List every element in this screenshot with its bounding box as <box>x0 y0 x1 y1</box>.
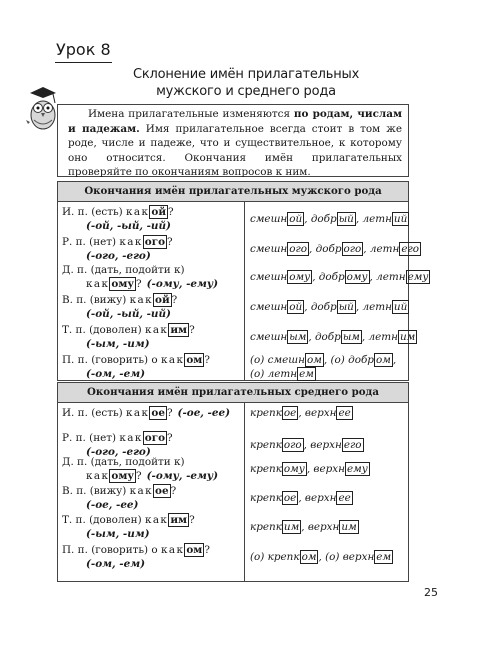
example-stem: крепк <box>250 463 282 475</box>
case-abbr: Т. п. <box>62 324 90 336</box>
example-stem: крепк <box>250 521 282 533</box>
page-title <box>60 66 432 100</box>
example-ending-box: ом <box>301 551 317 563</box>
endings-hint: (-ой, -ый, -ий) <box>86 220 171 232</box>
example-separator: , <box>361 331 369 343</box>
example-separator: , <box>304 213 311 225</box>
question-ending-box: им <box>170 514 188 526</box>
example-ending-box: ым <box>289 331 307 343</box>
question-mark: ? <box>170 485 178 497</box>
example-prefix: (о) <box>250 551 268 563</box>
example-separator: , <box>318 551 326 563</box>
example-stem: смешн <box>267 354 305 366</box>
case-abbr: Т. п. <box>62 514 90 526</box>
example-ending-box: ом <box>375 354 391 366</box>
examples-cell <box>250 300 408 314</box>
endings-hint: (-ого, -его) <box>86 250 151 262</box>
example-ending-box: ее <box>338 492 351 504</box>
example-separator: , <box>312 271 319 283</box>
example-separator: , <box>301 521 308 533</box>
question-ending-box: ого <box>144 432 165 444</box>
question-mark: ? <box>204 544 212 556</box>
neuter-table-header: Окончания имён прилагательных среднего рода <box>58 383 408 403</box>
case-abbr: В. п. <box>62 485 90 497</box>
case-context: (говорить) о <box>91 354 161 366</box>
example-stem: добр <box>310 301 337 313</box>
example-prefix: (о) <box>325 551 343 563</box>
case-line <box>62 431 242 445</box>
lesson-underline <box>55 62 112 63</box>
endings-hint: (-ым, -им) <box>86 338 150 350</box>
question-mark: ? <box>166 407 174 419</box>
example-ending-box: им <box>283 521 300 533</box>
example-ending-box: ее <box>338 407 351 419</box>
case-context: (вижу) <box>89 485 130 497</box>
question-mark: ? <box>167 432 174 444</box>
case-context: (вижу) <box>89 294 130 306</box>
question-mark: ? <box>204 354 212 366</box>
example-prefix: (о) <box>250 368 268 380</box>
case-abbr: И. п. <box>62 407 92 419</box>
question-stem: как <box>129 294 154 306</box>
example-stem: добр <box>314 331 341 343</box>
example-line <box>250 438 408 452</box>
question-mark: ? <box>167 236 174 248</box>
example-separator: , <box>309 243 316 255</box>
question-word <box>145 323 196 337</box>
intro-text-bold: по родам, числам и падежам. <box>68 108 402 135</box>
example-stem: крепк <box>250 407 282 419</box>
case-line <box>62 484 242 498</box>
example-prefix: (о) <box>250 354 268 366</box>
case-line <box>62 235 242 249</box>
case-abbr: Р. п. <box>62 236 90 248</box>
question-ending-box: ой <box>155 294 170 306</box>
example-stem: верхн <box>310 439 342 451</box>
example-stem: смешн <box>250 213 288 225</box>
example-ending-box: ем <box>299 368 314 380</box>
examples-cell <box>250 330 416 344</box>
question-ending-box: ого <box>144 236 165 248</box>
neuter-endings-table <box>57 382 409 582</box>
case-context: (дать, подойти к) <box>90 264 185 276</box>
case-question-cell <box>62 513 242 541</box>
question-word <box>119 235 174 249</box>
examples-cell <box>250 550 408 564</box>
question-stem: как <box>160 354 185 366</box>
case-question-cell <box>62 235 242 263</box>
endings-hint: (-ым, -им) <box>86 528 150 540</box>
example-line <box>250 550 408 564</box>
title-line-2: мужского и среднего рода <box>156 84 336 99</box>
example-ending-box: ему <box>407 271 429 283</box>
case-context: (нет) <box>89 432 120 444</box>
examples-cell <box>250 212 408 226</box>
endings-hint: (-ое, -ее) <box>86 499 139 511</box>
example-stem: крепк <box>250 492 282 504</box>
example-ending-box: ый <box>338 213 354 225</box>
example-separator: , <box>298 407 305 419</box>
case-question-cell <box>62 293 242 321</box>
case-context: (есть) <box>91 206 126 218</box>
case-line <box>62 406 242 420</box>
question-mark: ? <box>171 294 179 306</box>
question-stem: как <box>144 514 169 526</box>
page-number: 25 <box>424 586 438 599</box>
question-word <box>130 293 179 307</box>
question-stem: как <box>126 206 150 218</box>
example-ending-box: ого <box>289 243 308 255</box>
case-line <box>62 543 242 557</box>
case-question-cell <box>62 205 242 233</box>
example-line <box>250 353 408 367</box>
example-ending-box: ом <box>306 354 322 366</box>
case-abbr: П. п. <box>62 354 92 366</box>
question-stem: как <box>119 432 143 444</box>
intro-text-2: Имя прилагательное всегда стоит в том же роде, числе и падеже, что и существительное, к которому оно относится. Окончания имён прилагательных проверяйте по окончаниям вопросов к ним. <box>68 122 402 178</box>
example-separator: , <box>369 271 377 283</box>
example-separator: , <box>306 463 314 475</box>
example-stem: летн <box>369 243 400 255</box>
example-ending-box: ого <box>283 439 302 451</box>
lesson-label: Урок 8 <box>56 40 111 59</box>
examples-cell <box>250 270 429 284</box>
case-context: (доволен) <box>89 514 145 526</box>
column-divider <box>244 402 245 581</box>
example-separator: , <box>392 354 397 366</box>
example-line <box>250 462 408 476</box>
example-stem: летн <box>368 331 398 343</box>
question-stem: как <box>126 407 150 419</box>
question-word <box>86 277 143 291</box>
question-word <box>145 513 196 527</box>
example-separator: , <box>323 354 331 366</box>
example-stem: верхн <box>304 492 337 504</box>
example-stem: верхн <box>313 463 345 475</box>
question-mark: ? <box>136 470 143 482</box>
endings-hint: (-ого, -его) <box>86 446 151 458</box>
masculine-table-header: Окончания имён прилагательных мужского рода <box>58 182 408 202</box>
example-ending-box: ого <box>343 243 362 255</box>
case-question-cell <box>62 484 242 512</box>
example-line <box>250 242 419 256</box>
example-separator: , <box>303 439 311 451</box>
example-stem: верхн <box>307 521 340 533</box>
question-word <box>130 484 178 498</box>
example-line <box>250 270 429 284</box>
endings-hint: (-ом, -ем) <box>86 558 145 570</box>
case-question-cell <box>62 543 242 571</box>
question-ending-box: им <box>170 324 188 336</box>
case-abbr: Д. п. <box>62 264 91 276</box>
example-stem: крепк <box>250 439 282 451</box>
question-word <box>86 469 143 483</box>
example-separator: , <box>355 213 363 225</box>
example-ending-box: ому <box>289 271 311 283</box>
example-ending-box: ый <box>338 301 354 313</box>
example-separator: , <box>363 243 370 255</box>
endings-hint: (-ому, -ему) <box>142 278 219 290</box>
example-line <box>250 491 408 505</box>
question-ending-box: ое <box>151 407 165 419</box>
question-ending-box: ом <box>186 544 203 556</box>
example-stem: верхн <box>342 551 375 563</box>
example-stem: добр <box>348 354 374 366</box>
question-mark: ? <box>136 278 143 290</box>
example-prefix: (о) <box>330 354 349 366</box>
example-ending-box: его <box>343 439 362 451</box>
example-line <box>250 212 408 226</box>
question-stem: как <box>119 236 143 248</box>
example-stem: летн <box>362 213 392 225</box>
question-line <box>62 277 242 291</box>
example-separator: , <box>304 301 311 313</box>
example-stem: крепк <box>267 551 300 563</box>
case-abbr: Р. п. <box>62 432 90 444</box>
examples-cell <box>250 438 408 452</box>
example-stem: добр <box>315 243 342 255</box>
title-line-1: Склонение имён прилагательных <box>132 67 360 82</box>
question-word <box>119 431 174 445</box>
case-line <box>62 353 242 367</box>
example-ending-box: ому <box>346 271 368 283</box>
case-line <box>62 293 242 307</box>
example-stem: летн <box>267 368 298 380</box>
case-abbr: П. п. <box>62 544 92 556</box>
example-stem: добр <box>318 271 345 283</box>
question-word <box>126 205 175 219</box>
example-ending-box: им <box>399 331 416 343</box>
example-ending-box: ым <box>342 331 360 343</box>
masculine-endings-table <box>57 181 429 381</box>
case-line <box>62 205 242 219</box>
question-ending-box: ое <box>155 485 169 497</box>
example-stem: смешн <box>250 271 288 283</box>
intro-text-1: Имена прилагательные изменяются <box>88 108 294 120</box>
case-abbr: Д. п. <box>62 456 91 468</box>
question-word <box>161 353 211 367</box>
question-stem: как <box>160 544 185 556</box>
example-ending-box: им <box>341 521 357 533</box>
example-separator: , <box>308 331 315 343</box>
example-stem: добр <box>310 213 337 225</box>
example-separator: , <box>298 492 305 504</box>
example-separator: , <box>355 301 363 313</box>
example-ending-box: ем <box>376 551 392 563</box>
case-abbr: В. п. <box>62 294 90 306</box>
question-mark: ? <box>189 324 197 336</box>
question-mark: ? <box>168 206 176 218</box>
examples-cell <box>250 242 419 256</box>
examples-cell <box>250 406 408 420</box>
example-line <box>250 300 408 314</box>
question-ending-box: ой <box>151 206 167 218</box>
example-ending-box: ий <box>393 213 408 225</box>
example-stem: смешн <box>250 331 288 343</box>
case-line <box>62 263 242 277</box>
case-question-cell <box>62 353 242 381</box>
example-ending-box: ое <box>283 407 297 419</box>
question-stem: как <box>86 470 110 482</box>
example-stem: летн <box>376 271 406 283</box>
endings-hint: (-ое, -ее) <box>173 407 230 419</box>
case-line <box>62 513 242 527</box>
case-context: (есть) <box>91 407 126 419</box>
example-ending-box: его <box>401 243 419 255</box>
case-question-cell <box>62 406 242 420</box>
case-context: (доволен) <box>89 324 145 336</box>
question-word <box>161 543 211 557</box>
case-question-cell <box>62 455 242 483</box>
example-line <box>250 330 416 344</box>
example-stem: смешн <box>250 301 288 313</box>
column-divider <box>244 201 245 380</box>
question-stem: как <box>86 278 110 290</box>
example-stem: летн <box>362 301 392 313</box>
case-context: (дать, подойти к) <box>90 456 185 468</box>
example-ending-box: ий <box>393 301 408 313</box>
examples-cell <box>250 353 408 381</box>
example-line <box>250 367 408 381</box>
question-stem: как <box>144 324 169 336</box>
examples-cell <box>250 491 408 505</box>
question-ending-box: ому <box>111 278 134 290</box>
case-line <box>62 323 242 337</box>
question-ending-box: ому <box>111 470 134 482</box>
case-abbr: И. п. <box>62 206 92 218</box>
example-ending-box: ой <box>289 213 303 225</box>
endings-hint: (-ом, -ем) <box>86 368 145 380</box>
example-stem: верхн <box>304 407 337 419</box>
example-ending-box: ему <box>346 463 368 475</box>
example-ending-box: ое <box>283 492 297 504</box>
question-ending-box: ом <box>186 354 203 366</box>
example-ending-box: ому <box>283 463 305 475</box>
endings-hint: (-ой, -ый, -ий) <box>86 308 171 320</box>
question-stem: как <box>129 485 154 497</box>
case-question-cell <box>62 323 242 351</box>
endings-hint: (-ому, -ему) <box>142 470 219 482</box>
intro-rule-box <box>57 104 409 177</box>
example-line <box>250 406 408 420</box>
question-mark: ? <box>189 514 197 526</box>
case-line <box>62 455 242 469</box>
case-context: (нет) <box>89 236 120 248</box>
case-question-cell <box>62 263 242 291</box>
case-context: (говорить) о <box>91 544 161 556</box>
example-ending-box: ой <box>289 301 303 313</box>
question-word <box>126 406 174 420</box>
example-stem: смешн <box>250 243 288 255</box>
examples-cell <box>250 462 408 476</box>
example-line <box>250 520 408 534</box>
examples-cell <box>250 520 408 534</box>
question-line <box>62 469 242 483</box>
